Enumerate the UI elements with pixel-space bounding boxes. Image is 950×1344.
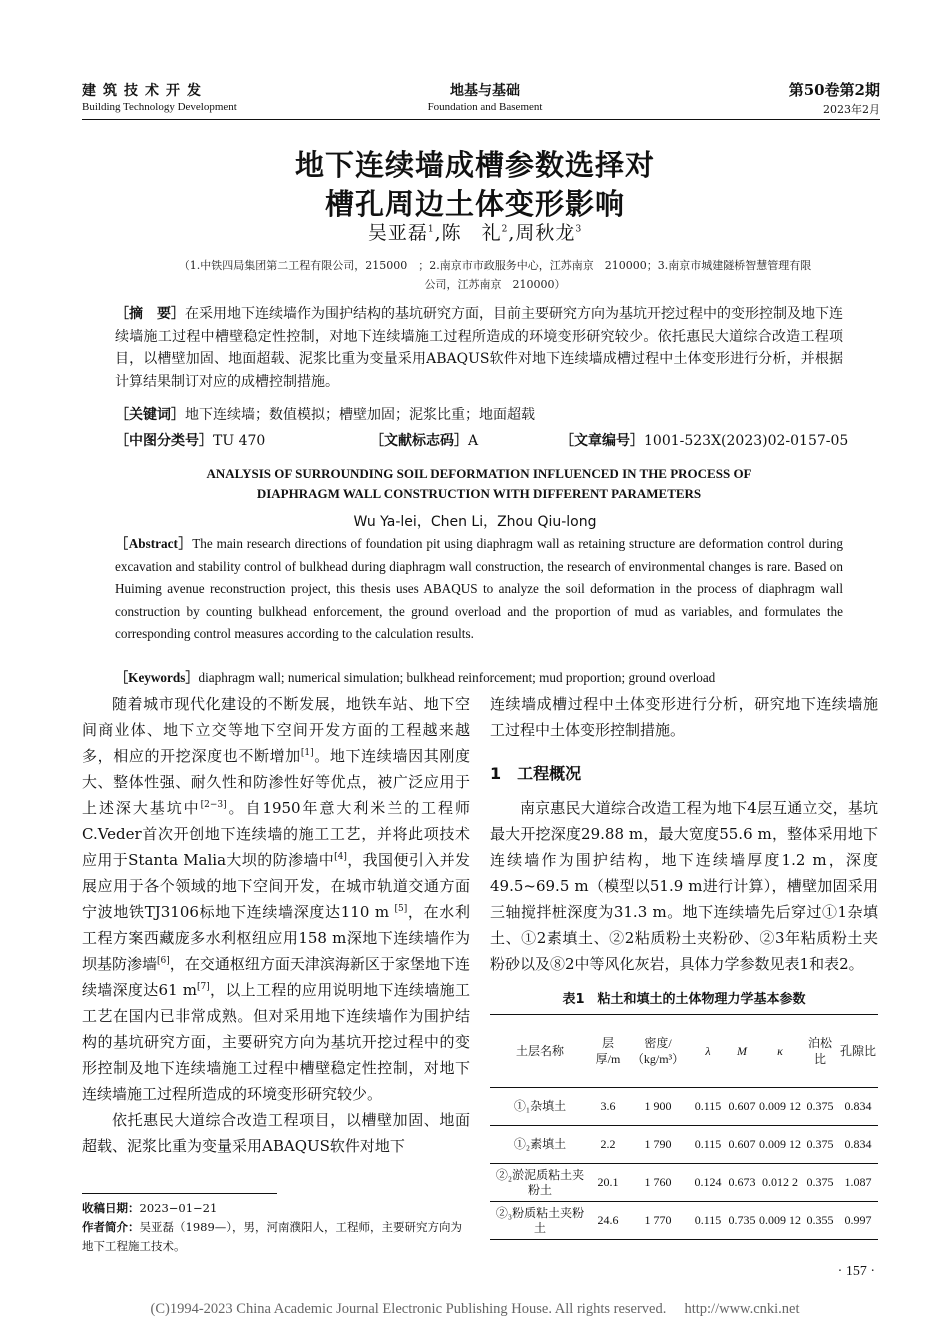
art-value: 1001-523X(2023)02-0157-05 xyxy=(644,433,849,449)
author-1: 吴亚磊 xyxy=(367,222,428,244)
author-sep: , xyxy=(434,222,442,244)
table-cell: 0.115 xyxy=(694,1213,722,1227)
table-cell: ②₃粉质粘土夹粉土 xyxy=(495,1205,585,1235)
soil-parameters-table xyxy=(490,1014,878,1240)
section-heading-1: 1 工程概况 xyxy=(490,764,582,783)
table-cell: 0.009 12 xyxy=(759,1099,801,1113)
table-cell: 0.375 xyxy=(806,1175,834,1189)
body-left-column xyxy=(82,691,470,1159)
journal-name-cn: 建筑技术开发 xyxy=(82,83,208,99)
table-cell: 0.375 xyxy=(806,1099,834,1113)
citation: [4] xyxy=(334,852,347,862)
table-row xyxy=(490,1202,878,1240)
author-bio xyxy=(82,1218,470,1256)
table-row xyxy=(490,1164,878,1202)
col-header: 层厚/m xyxy=(595,1036,621,1066)
volume-issue: 第50卷第2期 xyxy=(788,81,880,99)
table-cell: 0.355 xyxy=(806,1213,834,1227)
table-cell: 1 770 xyxy=(644,1213,672,1227)
bio-value: 吴亚磊（1989—），男，河南濮阳人，工程师，主要研究方向为地下工程施工技术。 xyxy=(82,1220,463,1253)
keywords-en-text: diaphragm wall; numerical simulation; bulkhead reinforcement; mud proportion; ground overload xyxy=(198,670,716,685)
paper-title-en-line1: ANALYSIS OF SURROUNDING SOIL DEFORMATION INFLUENCED IN THE PROCESS OF xyxy=(206,466,752,481)
affiliation-line2: 公司，江苏南京 210000） xyxy=(424,278,566,291)
abstract-en-label: ［Abstract］ xyxy=(115,536,193,551)
clc-value: TU 470 xyxy=(213,433,266,449)
text-run: 随着城市现代化建设的不断发展，地铁车站、地下空间商业体、地下立交等地下空间开发方面的工程越来越多，相应的开挖深度也不断增加 xyxy=(82,695,470,765)
keywords-en xyxy=(115,667,855,686)
project-paragraph: 南京惠民大道综合改造工程为地下4层互通立交，基坑最大开挖深度29.88 m，最大宽度55.6 m，整体采用地下连续墙作为围护结构，地下连续墙厚度1.2 m，深度49.5~69.5 m（模型以51.9 m进行计算），槽壁加固采用三轴搅拌桩深度为31.3 m。地下连续墙先后穿过①1杂填土、①2素填土、②2粘质粉土夹粉砂、②3年粘质粉土夹粉砂以及⑧2中等风化灰岩，具体力学参数见表1和表2。 xyxy=(490,799,878,973)
table-cell: 0.735 xyxy=(728,1213,756,1227)
table-header-row xyxy=(490,1015,878,1088)
col-header: 土层名称 xyxy=(515,1044,564,1058)
table-cell: 0.607 xyxy=(728,1137,756,1151)
table-cell: 0.115 xyxy=(694,1099,722,1113)
table-cell: 0.115 xyxy=(694,1137,722,1151)
paper-title-line2: 槽孔周边土体变形影响 xyxy=(324,187,625,221)
citation: [2−3] xyxy=(200,800,227,810)
author-sep: , xyxy=(508,222,516,244)
intro-paragraph-2: 依托惠民大道综合改造工程项目，以槽壁加固、地面超载、泥浆比重为变量采用ABAQUS软件对地下 xyxy=(82,1111,470,1155)
abstract-en xyxy=(115,533,843,646)
table-cell: 2.2 xyxy=(600,1137,616,1151)
abstract-cn xyxy=(115,303,843,393)
keywords-cn-text: 地下连续墙；数值模拟；槽壁加固；泥浆比重；地面超载 xyxy=(185,407,535,423)
keywords-cn-label: ［关键词］ xyxy=(115,407,185,423)
col-header: 孔隙比 xyxy=(839,1044,876,1058)
abstract-en-text: The main research directions of foundation pit using diaphragm wall as retaining structure are deformation control during excavation and stability control of bulkhead during diaphragm wall construction, the research of environmental changes is rare. Based on Huiming avenue reconstruction project, this thesis uses ABAQUS to analyze the soil deformation in the process of diaphragm wall construction by counting bulkhead enforcement, the ground overload and the proportion of mud as variables, and formulates the corresponding control measures according to the calculation results. xyxy=(115,536,844,641)
affiliations xyxy=(150,256,840,294)
author-3-sup: 3 xyxy=(575,224,583,235)
text-run: ，在交通枢纽方面天津滨海新区于家堡地下连续墙深度达61 m xyxy=(82,955,470,999)
col-header: 泊松比 xyxy=(807,1036,832,1066)
project-overview xyxy=(490,795,878,977)
author-3: 周秋龙 xyxy=(515,222,576,244)
table-cell: ①₁杂填土 xyxy=(513,1099,567,1113)
table-cell: 0.012 2 xyxy=(762,1175,798,1189)
table-cell: 0.607 xyxy=(728,1099,756,1113)
table-cell: 1 760 xyxy=(644,1175,672,1189)
paper-title-en-line2: DIAPHRAGM WALL CONSTRUCTION WITH DIFFERENT PARAMETERS xyxy=(256,486,702,501)
issue-date: 2023年2月 xyxy=(823,103,880,116)
body-right-column xyxy=(490,691,878,743)
text-run: ，我国便引入并发展应用于各个领域的地下空间开发，在城市轨道交通方面宁波地铁TJ3106标地下连续墙深度达110 m xyxy=(82,851,470,921)
table-cell: 1.087 xyxy=(844,1175,872,1189)
table-cell: 1 900 xyxy=(644,1099,672,1113)
received-value: 2023−01−21 xyxy=(139,1201,218,1215)
authors-cn xyxy=(0,218,950,245)
authors-en: Wu Ya-lei，Chen Li，Zhou Qiu-long xyxy=(353,514,597,530)
abstract-cn-label: ［摘 要］ xyxy=(115,306,185,322)
table-cell: 3.6 xyxy=(600,1099,616,1113)
table-cell: 0.834 xyxy=(844,1099,872,1113)
continued-paragraph: 连续墙成槽过程中土体变形进行分析，研究地下连续墙施工过程中土体变形控制措施。 xyxy=(490,695,878,739)
document-code xyxy=(370,430,478,450)
table-cell: 0.673 xyxy=(728,1175,756,1189)
col-header: κ xyxy=(777,1044,783,1058)
table-cell: 0.834 xyxy=(844,1137,872,1151)
citation: [5] xyxy=(394,904,408,914)
table-cell: 0.997 xyxy=(844,1213,872,1227)
section-name-cn: 地基与基础 xyxy=(450,83,520,99)
col-header: λ xyxy=(705,1044,711,1058)
col-header: 密度/（kg/m³） xyxy=(631,1036,685,1066)
table-cell: 0.124 xyxy=(694,1175,722,1189)
abstract-cn-text: 在采用地下连续墙作为围护结构的基坑研究方面，目前主要研究方向为基坑开挖过程中的变形控制及地下连续墙施工过程中槽壁稳定性控制，对地下连续墙施工过程所造成的环境变形研究较少。依托惠民大道综合改造工程项目，以槽壁加固、地面超载、泥浆比重为变量采用ABAQUS软件对地下连续墙成槽过程中土体变形进行分析，并根据计算结果制订对应的成槽控制措施。 xyxy=(115,306,843,390)
table1-caption: 表1 粘土和填土的土体物理力学基本参数 xyxy=(562,992,806,1007)
table-cell: 20.1 xyxy=(597,1175,619,1189)
table-cell: 0.009 12 xyxy=(759,1213,801,1227)
author-2-sup: 2 xyxy=(501,224,509,235)
keywords-cn xyxy=(115,404,535,424)
citation: [7] xyxy=(196,982,210,992)
footnote-rule xyxy=(82,1193,277,1194)
keywords-en-label: ［Keywords］ xyxy=(115,670,199,685)
table-cell: 24.6 xyxy=(597,1213,619,1227)
bio-label: 作者简介： xyxy=(82,1220,140,1234)
received-label: 收稿日期： xyxy=(82,1201,140,1215)
table-cell: 0.009 12 xyxy=(759,1137,801,1151)
affiliation-line1: （1.中铁四局集团第二工程有限公司，215000 ；2.南京市市政服务中心，江苏南京 210000；3.南京市城建隧桥智慧管理有限 xyxy=(178,259,812,272)
table-cell: 1 790 xyxy=(644,1137,672,1151)
paper-title-en xyxy=(115,464,843,504)
copyright-notice: (C)1994-2023 China Academic Journal Electronic Publishing House. All rights reserved. http://www.cnki.net xyxy=(150,1301,800,1317)
doc-label: ［文献标志码］ xyxy=(370,433,468,449)
section-name-en: Foundation and Basement xyxy=(427,101,543,113)
col-header: M xyxy=(737,1044,747,1058)
text-run: 。自1950年意大利米兰的工程师C.Veder首次开创地下连续墙的施工工艺，并将此项技术应用于Stanta Malia大坝的防渗墙中 xyxy=(82,799,470,869)
clc-label: ［中图分类号］ xyxy=(115,433,213,449)
citation: [6] xyxy=(157,956,170,966)
journal-name-en: Building Technology Development xyxy=(82,101,237,113)
doc-value: A xyxy=(468,433,479,449)
table-row xyxy=(490,1126,878,1164)
article-number xyxy=(560,430,848,450)
page-number: · 157 · xyxy=(837,1264,875,1279)
art-label: ［文章编号］ xyxy=(560,433,644,449)
table-cell: ①₂素填土 xyxy=(513,1137,567,1151)
text-run: ，以上工程的应用说明地下连续墙施工工艺在国内已非常成熟。但对采用地下连续墙作为围护结构的基坑研究方面，主要研究方向为基坑开挖过程中的变形控制及地下连续墙施工过程中槽壁稳定性控制，对地下连续墙施工过程所造成的环境变形研究较少。 xyxy=(82,981,470,1103)
table-cell: 0.375 xyxy=(806,1137,834,1151)
paper-title-line1: 地下连续墙成槽参数选择对 xyxy=(294,148,655,182)
received-date xyxy=(82,1199,470,1218)
text-run: 。地下连续墙因其刚度大、整体性强、耐久性和防渗性好等优点，被广泛应用于上述深大基坑中 xyxy=(82,747,470,817)
table-cell: ②₂淤泥质粘土夹粉土 xyxy=(495,1167,585,1197)
citation: [1] xyxy=(300,748,314,758)
intro-paragraph-1 xyxy=(82,691,470,1107)
clc-code xyxy=(115,430,265,450)
text-run: ，在水利工程方案西藏庞多水利枢纽应用158 m深地下连续墙作为坝基防渗墙 xyxy=(82,903,470,973)
author-2: 陈 礼 xyxy=(441,222,502,244)
table-row xyxy=(490,1088,878,1126)
author-1-sup: 1 xyxy=(427,224,435,235)
header-rule xyxy=(82,119,880,120)
